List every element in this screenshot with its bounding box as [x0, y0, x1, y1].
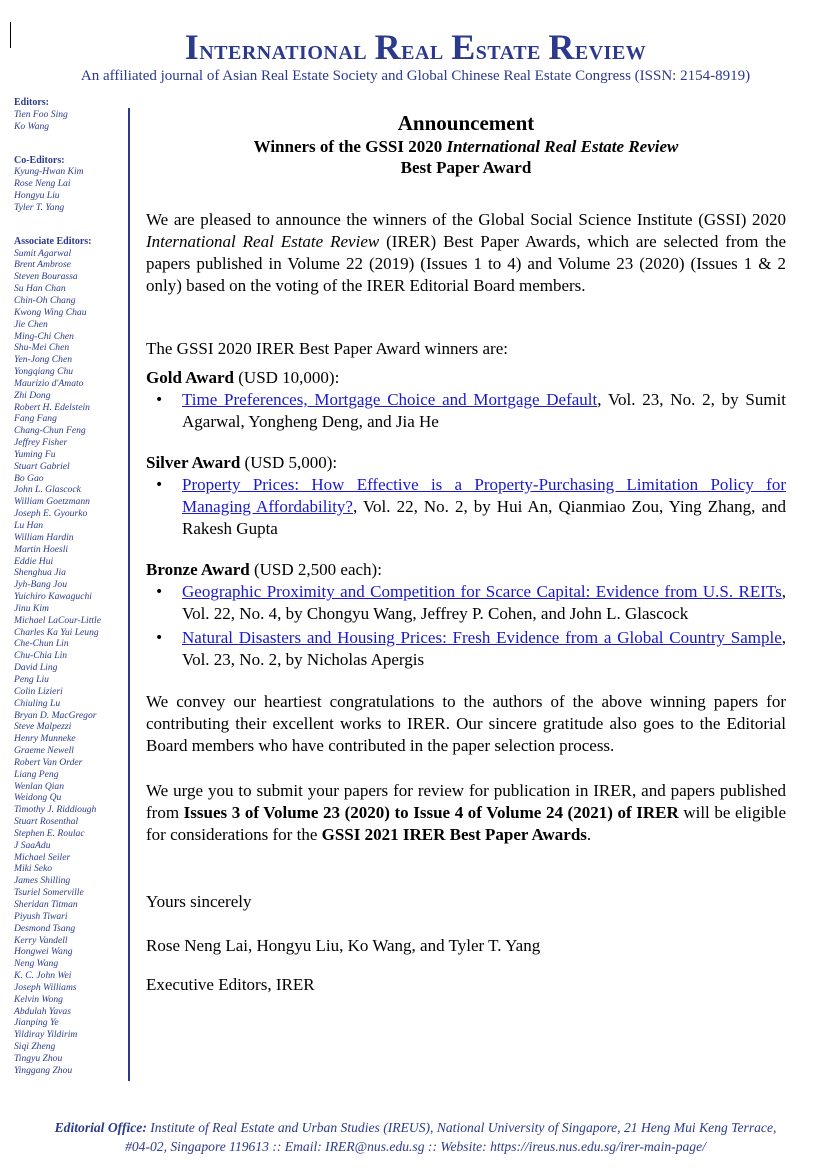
editor-name: Tsuriel Somerville: [14, 887, 84, 899]
paper-link[interactable]: Geographic Proximity and Competition for Scarce Capital: Evidence from U.S. REITs: [182, 582, 782, 601]
editor-name: Eddie Hui: [14, 555, 54, 567]
editor-name: Steven Bourassa: [14, 271, 78, 283]
announcement-title: Announcement: [397, 111, 535, 135]
editor-name: Shenghua Jia: [14, 567, 66, 579]
editor-name: Jinu Kim: [14, 602, 49, 614]
editor-name: Yongqiang Chu: [14, 366, 74, 378]
editor-name: Desmond Tsang: [14, 922, 76, 934]
editor-name: Wenlan Qian: [14, 780, 65, 792]
editor-name: John L. Glascock: [14, 484, 81, 496]
editor-name: Piyush Tiwari: [14, 910, 68, 922]
editor-name: Ming-Chi Chen: [14, 330, 74, 342]
closing-line: Yours sincerely: [146, 892, 252, 911]
paper-link[interactable]: Property Prices: How Effective is a Property-Purchasing Limitation Policy for Managing Affordability?: [182, 475, 786, 516]
announcement-subtitle-line2: Best Paper Award: [400, 158, 532, 177]
editor-name: Charles Ka Yui Leung: [14, 626, 99, 638]
sidebar-divider: [128, 108, 130, 1081]
editor-name: Bryan D. MacGregor: [14, 709, 97, 721]
editor-name: Yildiray Yildirim: [14, 1029, 78, 1041]
editor-name: Martin Hoesli: [14, 543, 69, 555]
editor-name: Jianping Ye: [14, 1017, 59, 1029]
editor-name: Chang-Chun Feng: [14, 425, 86, 437]
editor-name: Hongyu Liu: [14, 190, 60, 202]
editor-name: Stephen E. Roulac: [14, 827, 85, 839]
paper-link[interactable]: Time Preferences, Mortgage Choice and Mortgage Default: [182, 390, 598, 409]
editor-name: Rose Neng Lai: [14, 178, 71, 190]
bronze-award-section: [146, 559, 786, 671]
journal-title: [0, 26, 831, 68]
associate-editors-heading: Associate Editors:: [14, 235, 92, 247]
editor-name: Kwong Wing Chau: [14, 306, 87, 318]
signers-title: Executive Editors, IRER: [146, 975, 315, 994]
editor-name: Robert H. Edelstein: [14, 401, 90, 413]
editor-name: Sheridan Titman: [14, 899, 78, 910]
bronze-award-heading: Bronze Award (USD 2,500 each):: [146, 560, 382, 579]
editor-name: Joseph E. Gyourko: [14, 508, 88, 520]
editor-name: Michael Seiler: [14, 851, 71, 863]
signers: Rose Neng Lai, Hongyu Liu, Ko Wang, and Tyler T. Yang: [146, 936, 541, 955]
editor-name: Fang Fang: [14, 413, 57, 425]
editor-name: Michael LaCour-Little: [14, 614, 101, 626]
award-paper-item: • Geographic Proximity and Competition for Scarce Capital: Evidence from U.S. REITs, Vol. 22, No. 4, by Chongyu Wang, Jeffrey P. Cohen, and John L. Glascock: [146, 581, 786, 625]
gold-award-heading: Gold Award (USD 10,000):: [146, 368, 340, 387]
call-for-papers-paragraph: We urge you to submit your papers for review for publication in IRER, and papers published from Issues 3 of Volume 23 (2020) to Issue 4 of Volume 24 (2021) of IRER will be eligible for considerations for the GSSI 2021 IRER Best Paper Awards.: [146, 781, 787, 844]
editor-name: Chiuling Lu: [14, 697, 61, 709]
footer-line-1: Editorial Office: Institute of Real Estate and Urban Studies (IREUS), National University of Singapore, 21 Heng Mui Keng Terrace,: [54, 1120, 777, 1135]
editor-name: Timothy J. Riddiough: [14, 804, 97, 816]
announcement-body: [146, 110, 786, 996]
title-word: Review: [548, 27, 647, 67]
editor-name: Zhi Dong: [14, 389, 51, 401]
editor-name: Robert Van Order: [14, 756, 83, 768]
editor-name: Peng Liu: [14, 673, 49, 685]
award-paper-item: • Natural Disasters and Housing Prices: Fresh Evidence from a Global Country Sample, Vol. 23, No. 2, by Nicholas Apergis: [146, 627, 786, 671]
editor-name: Siqi Zheng: [14, 1041, 56, 1053]
winners-intro: The GSSI 2020 IRER Best Paper Award winners are:: [146, 339, 508, 358]
editorial-office-footer: [0, 1118, 831, 1156]
editor-name: Kelvin Wong: [14, 993, 63, 1005]
title-word: Real: [374, 27, 444, 67]
announcement-subtitle: Winners of the GSSI 2020 International Real Estate Review: [253, 137, 679, 156]
title-word: Estate: [451, 27, 541, 67]
editor-name: Su Han Chan: [14, 283, 66, 295]
editor-name: Ko Wang: [14, 120, 50, 132]
footer-line-2: #04-02, Singapore 119613 :: Email: IRER@nus.edu.sg :: Website: https://ireus.nus.edu.sg/irer-main-page/: [125, 1139, 706, 1154]
editor-name: Henry Munneke: [14, 733, 76, 745]
editor-name: Tien Foo Sing: [14, 108, 68, 120]
editor-name: Graeme Newell: [14, 745, 74, 757]
editor-name: James Shilling: [14, 875, 71, 887]
award-paper-item: • Time Preferences, Mortgage Choice and Mortgage Default, Vol. 23, No. 2, by Sumit Agarwal, Yongheng Deng, and Jia He: [146, 389, 786, 433]
editor-name: Tyler T. Yang: [14, 201, 65, 213]
editor-name: Sumit Agarwal: [14, 247, 72, 259]
editor-name: Yinggang Zhou: [14, 1064, 73, 1076]
silver-award-section: [146, 452, 786, 540]
silver-award-heading: Silver Award (USD 5,000):: [146, 453, 338, 472]
editor-name: Neng Wang: [14, 958, 59, 970]
editor-name: Jie Chen: [14, 318, 48, 330]
editor-name: Chu-Chia Lin: [14, 650, 68, 662]
editor-name: Hongwei Wang: [14, 946, 73, 958]
editor-name: Kyung-Hwan Kim: [14, 166, 84, 178]
editor-name: Yen-Jong Chen: [14, 354, 73, 366]
editor-name: Kerry Vandell: [14, 934, 68, 946]
coeditors-list: [14, 166, 126, 213]
editor-name: K. C. John Wei: [14, 970, 72, 982]
editor-name: Jeffrey Fisher: [14, 437, 68, 449]
editor-name: Chin-Oh Chang: [14, 294, 76, 306]
editor-name: Tingyu Zhou: [14, 1052, 63, 1064]
announcement-heading-block: [146, 110, 786, 178]
editorial-board-sidebar: [14, 97, 126, 1077]
award-paper-item: • Property Prices: How Effective is a Property-Purchasing Limitation Policy for Managing Affordability?, Vol. 22, No. 2, by Hui An, Qianmiao Zou, Ying Zhang, and Rakesh Gupta: [146, 474, 786, 540]
editor-name: Stuart Gabriel: [14, 460, 70, 472]
editor-name: Steve Malpezzi: [14, 721, 72, 733]
gold-award-section: [146, 367, 786, 433]
editor-name: Lu Han: [14, 520, 44, 531]
editors-heading: Editors:: [14, 97, 49, 108]
editor-name: Shu-Mei Chen: [14, 342, 70, 354]
editor-name: Weidong Qu: [14, 792, 62, 804]
title-word: International: [184, 27, 368, 67]
editor-name: Stuart Rosenthal: [14, 816, 79, 828]
editors-list: [14, 109, 126, 133]
editor-name: Yuichiro Kawaguchi: [14, 591, 92, 603]
editor-name: William Hardin: [14, 531, 74, 543]
editor-name: David Ling: [14, 662, 58, 674]
editor-name: Liang Peng: [14, 768, 59, 780]
editor-name: Yuming Fu: [14, 448, 56, 460]
intro-paragraph: We are pleased to announce the winners of the Global Social Science Institute (GSSI) 2020 International Real Estate Review (IRER) Best Paper Awards, which are selected from the papers published in Volume 22 (2019) (Issues 1 to 4) and Volume 23 (2020) (Issues 1 & 2 only) based on the voting of the IRER Editorial Board members.: [146, 210, 786, 295]
editor-name: J SaaAdu: [14, 839, 51, 851]
coeditors-heading: Co-Editors:: [14, 154, 65, 166]
congratulations-paragraph: We convey our heartiest congratulations to the authors of the above winning papers for contributing their excellent works to IRER. Our sincere gratitude also goes to the Editorial Board members who have contributed in the paper selection process.: [146, 692, 786, 755]
editor-name: Joseph Williams: [14, 981, 77, 993]
editor-name: Colin Lizieri: [14, 685, 63, 697]
editor-name: Bo Gao: [14, 472, 44, 484]
paper-link[interactable]: Natural Disasters and Housing Prices: Fresh Evidence from a Global Country Sample: [182, 628, 782, 647]
editor-name: Che-Chun Lin: [14, 638, 69, 650]
editor-name: Jyh-Bang Jou: [14, 579, 68, 591]
editor-name: Abdulah Yavas: [14, 1005, 71, 1017]
associate-editors-list: [14, 248, 126, 1077]
editor-name: Maurizio d'Amato: [14, 377, 84, 389]
journal-subtitle: An affiliated journal of Asian Real Estate Society and Global Chinese Real Estate Congress (ISSN: 2154-8919): [80, 68, 751, 84]
editor-name: Miki Seko: [14, 863, 53, 875]
editor-name: William Goetzmann: [14, 496, 90, 508]
editor-name: Brent Ambrose: [14, 259, 71, 271]
